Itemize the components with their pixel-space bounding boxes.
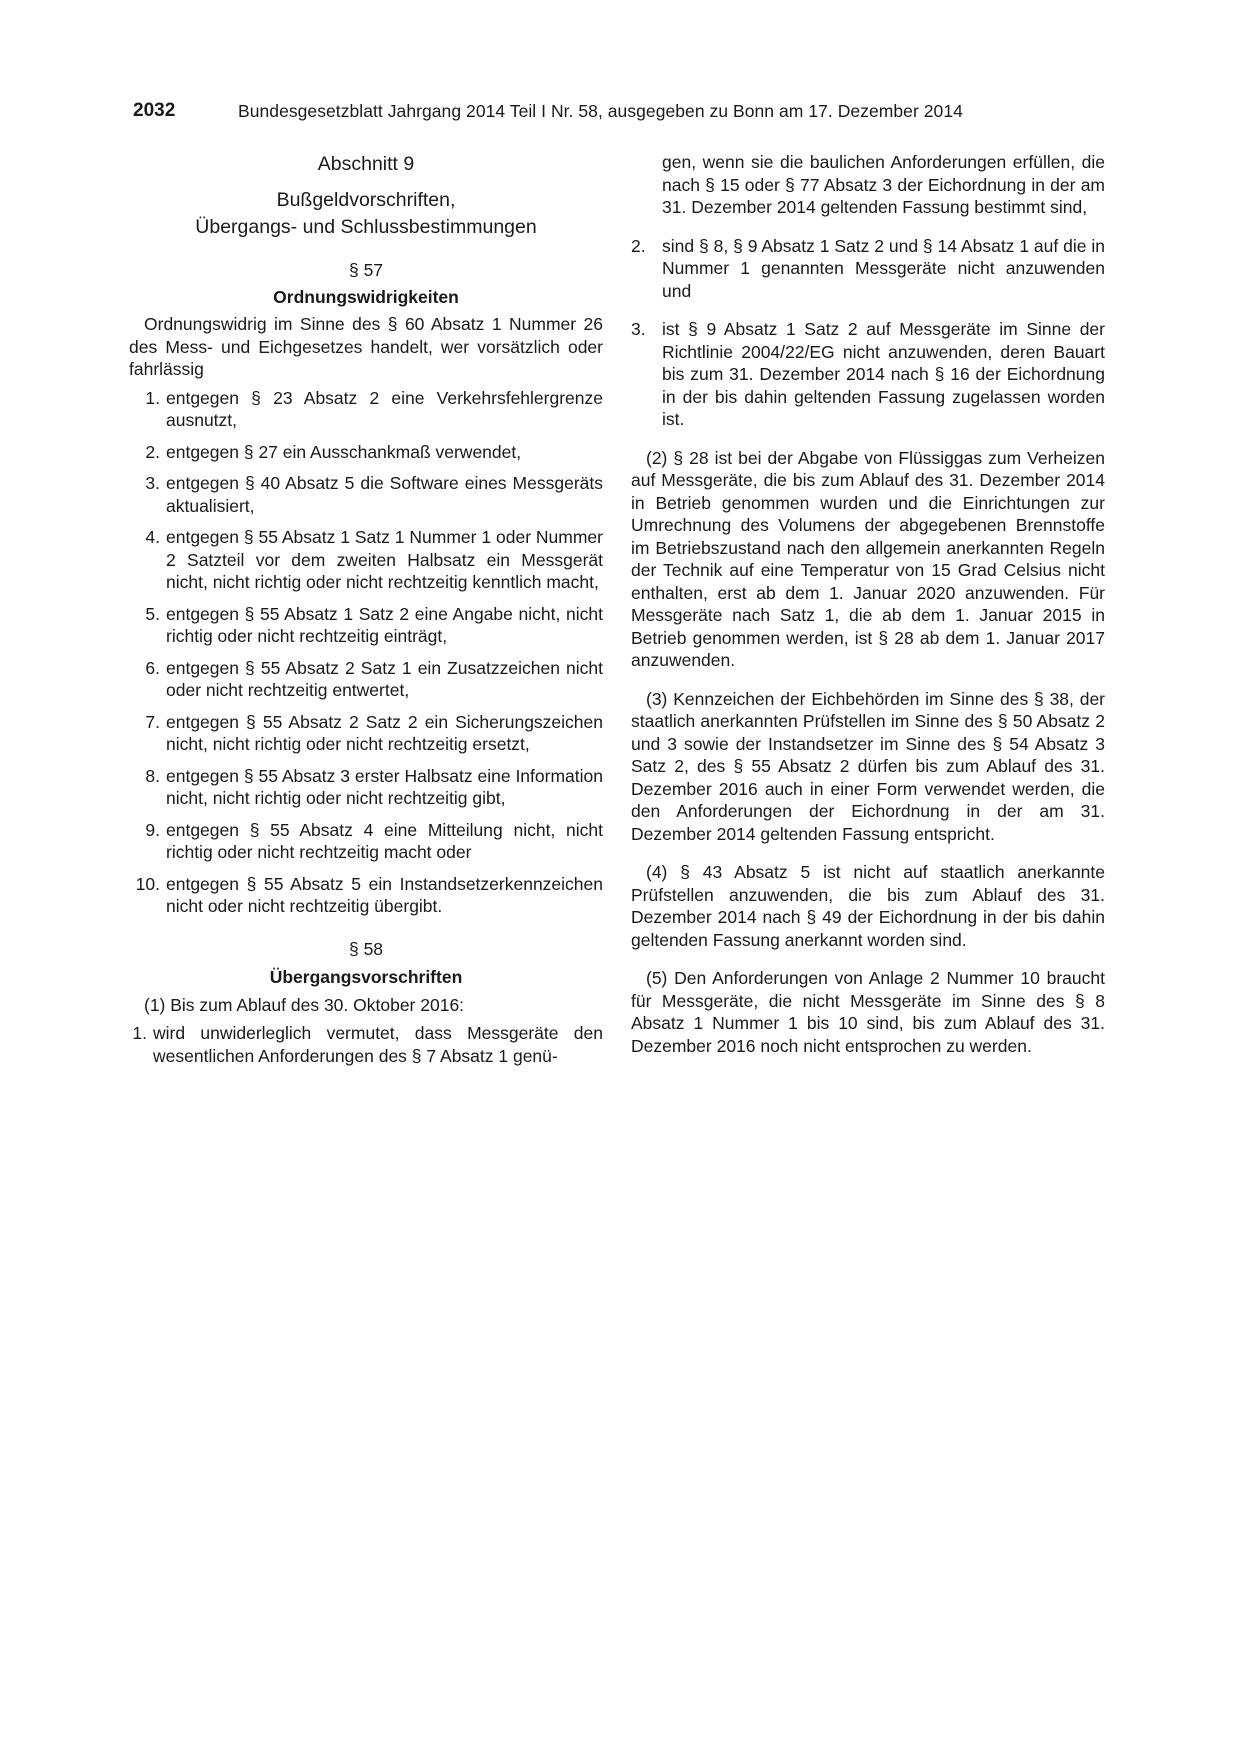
list-item: 7. entgegen § 55 Absatz 2 Satz 2 ein Sicherungszeichen nicht, nicht richtig oder nicht rechtzeitig ersetzt, [145, 711, 603, 754]
section-title-line-1: Bußgeldvorschriften, [276, 189, 456, 211]
right-column [631, 151, 1105, 1057]
list-item: 2. sind § 8, § 9 Absatz 1 Satz 2 und § 14 Absatz 1 auf die in Nummer 1 genannten Messgeräte nicht anzuwenden und [631, 235, 1105, 301]
list-item: 8. entgegen § 55 Absatz 3 erster Halbsatz eine Information nicht, nicht richtig oder nicht rechtzeitig gibt, [145, 765, 603, 808]
paragraph-57-intro: Ordnungswidrig im Sinne des § 60 Absatz 1 Nummer 26 des Mess- und Eichgesetzes handelt, wer vorsätzlich oder fahrlässig [129, 314, 603, 379]
page-number: 2032 [133, 100, 176, 121]
running-header: Bundesgesetzblatt Jahrgang 2014 Teil I Nr. 58, ausgegeben zu Bonn am 17. Dezember 2014 [238, 101, 963, 121]
list-item: 9. entgegen § 55 Absatz 4 eine Mitteilung nicht, nicht richtig oder nicht rechtzeitig macht oder [145, 819, 603, 862]
paragraph-58-abs-1: (1) Bis zum Ablauf des 30. Oktober 2016: [144, 994, 465, 1015]
paragraph-57-sign: § 57 [348, 260, 384, 280]
item-1-continuation: gen, wenn sie die baulichen Anforderungen erfüllen, die nach § 15 oder § 77 Absatz 3 der Eichordnung in der am 31. Dezember 2014 geltenden Fassung bestimmt sind, [662, 152, 1105, 217]
list-item: 1. entgegen § 23 Absatz 2 eine Verkehrsfehlergrenze ausnutzt, [145, 387, 603, 430]
list-item: 2. entgegen § 27 ein Ausschankmaß verwendet, [145, 441, 522, 462]
list-item: 5. entgegen § 55 Absatz 1 Satz 2 eine Angabe nicht, nicht richtig oder nicht rechtzeitig einträgt, [145, 603, 603, 646]
left-column [129, 151, 603, 1067]
paragraph-58-abs-5: (5) Den Anforderungen von Anlage 2 Nummer 10 braucht für Messgeräte, die nicht Messgeräte im Sinne des § 8 Absatz 1 Nummer 1 bis 10 sind, bis zum Ablauf des 31. Dezember 2016 noch nicht entsprochen zu werden. [631, 968, 1105, 1056]
paragraph-58-sign: § 58 [348, 938, 384, 959]
paragraph-58-abs-2: (2) § 28 ist bei der Abgabe von Flüssiggas zum Verheizen auf Messgeräte, die bis zum Ablauf des 31. Dezember 2014 in Betrieb genommen wurden und die Einrichtungen zur Umrechnung des Volumens der abgegebenen Brennstoffe im Betriebszustand nach den allgemein anerkannten Regeln der Technik auf eine Temperatur von 15 Grad Celsius nicht enthalten, erst ab dem 1. Januar 2020 anzuwenden. Für Messgeräte nach Satz 1, die ab dem 1. Januar 2015 in Betrieb genommen werden, ist § 28 ab dem 1. Januar 2017 anzuwenden. [631, 447, 1105, 670]
section-label: Abschnitt 9 [317, 153, 415, 175]
list-item: 6. entgegen § 55 Absatz 2 Satz 1 ein Zusatzzeichen nicht oder nicht rechtzeitig entwertet, [145, 657, 603, 700]
paragraph-57-title: Ordnungswidrigkeiten [273, 286, 459, 307]
list-item: 10. entgegen § 55 Absatz 5 ein Instandsetzerkennzeichen nicht oder nicht rechtzeitig übergibt. [135, 873, 603, 916]
list-item: 4. entgegen § 55 Absatz 1 Satz 1 Nummer 1 oder Nummer 2 Satzteil vor dem zweiten Halbsatz ein Messgerät nicht, nicht richtig oder nicht rechtzeitig kenntlich macht, [145, 527, 603, 592]
list-item: 1. wird unwiderleglich vermutet, dass Messgeräte den wesentlichen Anforderungen des § 7 Absatz 1 genü- [132, 1023, 603, 1066]
paragraph-58-title: Übergangsvorschriften [269, 967, 463, 987]
list-item: 3. ist § 9 Absatz 1 Satz 2 auf Messgeräte im Sinne der Richtlinie 2004/22/EG nicht anzuwenden, deren Bauart bis zum 31. Dezember 2014 nach § 16 der Eichordnung in der bis dahin geltenden Fassung zugelassen worden ist. [631, 319, 1105, 429]
list-item: 3. entgegen § 40 Absatz 5 die Software eines Messgeräts aktualisiert, [145, 473, 603, 516]
paragraph-58-abs-4: (4) § 43 Absatz 5 ist nicht auf staatlich anerkannte Prüfstellen anzuwenden, die bis zum Ablauf des 31. Dezember 2014 nach § 49 der Eichordnung in der bis dahin geltenden Fassung anerkannt worden sind. [631, 862, 1105, 950]
paragraph-58-abs-3: (3) Kennzeichen der Eichbehörden im Sinne des § 38, der staatlich anerkannten Prüfstellen im Sinne des § 50 Absatz 2 und 3 sowie der Instandsetzer im Sinne des § 54 Absatz 3 Satz 2, des § 55 Absatz 2 dürfen bis zum Ablauf des 31. Dezember 2016 auch in einer Form verwendet werden, die den Anforderungen der Eichordnung in der am 31. Dezember 2014 geltenden Fassung entspricht. [631, 688, 1105, 844]
section-title-line-2: Übergangs- und Schlussbestimmungen [195, 216, 537, 238]
